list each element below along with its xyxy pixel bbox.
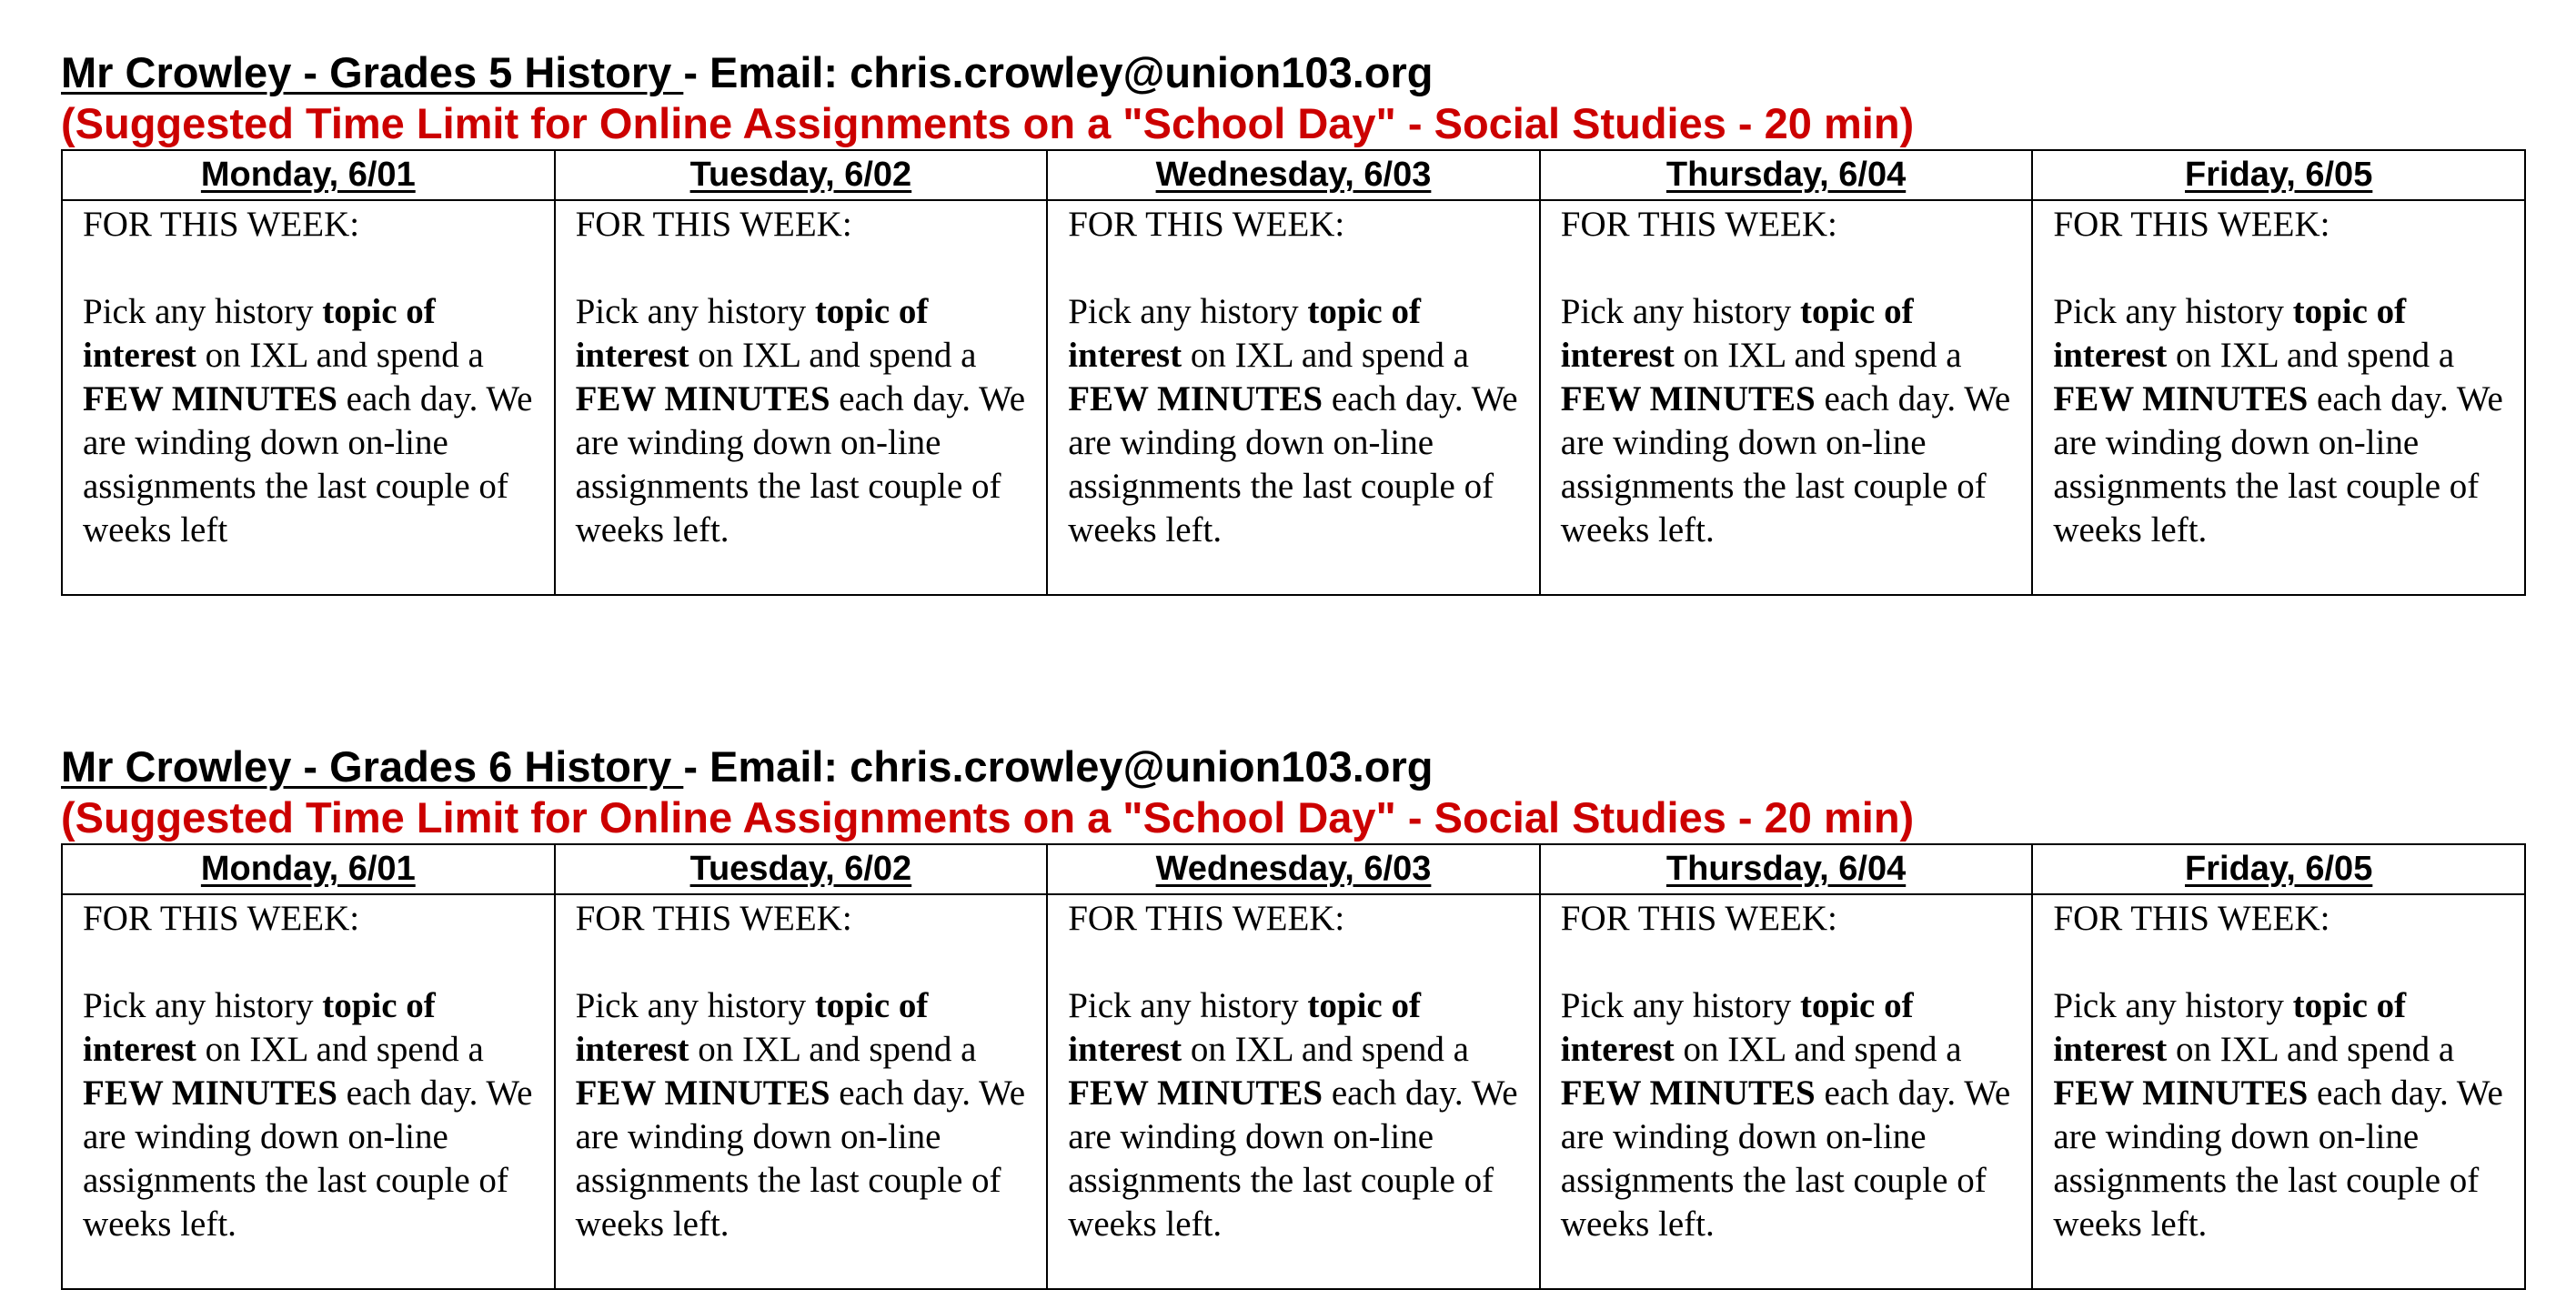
teacher-course-title: Mr Crowley - Grades 5 History <box>61 48 684 96</box>
assignment-cell-wednesday <box>1047 200 1540 595</box>
day-header-thursday: Thursday, 6/04 <box>1540 844 2033 894</box>
day-header-row <box>62 150 2525 200</box>
body-text: Pick any history <box>575 292 815 331</box>
teacher-email: - Email: chris.crowley@union103.org <box>683 742 1434 791</box>
cell-body <box>2053 984 2517 1246</box>
body-text: each day. We are winding down on-line assignments the last couple of weeks left. <box>1560 1073 2011 1244</box>
body-text: each day. We are winding down on-line assignments the last couple of weeks left. <box>1560 379 2011 549</box>
body-bold-topic: topic of interest <box>2053 986 2407 1069</box>
cell-intro: FOR THIS WEEK: <box>1068 899 1345 938</box>
body-bold-few-minutes: FEW MINUTES <box>2053 379 2309 418</box>
body-text: on IXL and spend a <box>1182 1030 1469 1069</box>
grade-6-section <box>61 741 2526 1290</box>
cell-body <box>83 290 547 552</box>
cell-intro: FOR THIS WEEK: <box>83 899 360 938</box>
body-text: Pick any history <box>575 986 815 1025</box>
body-text: Pick any history <box>83 292 323 331</box>
body-bold-topic: topic of interest <box>2053 292 2407 375</box>
day-header-thursday: Thursday, 6/04 <box>1540 150 2033 200</box>
body-text: on IXL and spend a <box>1674 1030 1962 1069</box>
body-bold-few-minutes: FEW MINUTES <box>83 379 337 418</box>
weekly-schedule-table <box>61 149 2526 596</box>
assignment-cell-wednesday <box>1047 894 1540 1289</box>
day-header-wednesday: Wednesday, 6/03 <box>1047 844 1540 894</box>
time-limit-note: (Suggested Time Limit for Online Assignments on a "School Day" - Social Studies - 20 min) <box>61 793 1915 842</box>
body-text: each day. We are winding down on-line assignments the last couple of weeks left. <box>83 1073 533 1244</box>
body-text: on IXL and spend a <box>689 1030 977 1069</box>
section-heading <box>61 47 2526 98</box>
body-bold-few-minutes: FEW MINUTES <box>575 379 830 418</box>
cell-body <box>83 984 547 1246</box>
body-bold-few-minutes: FEW MINUTES <box>1068 379 1323 418</box>
day-header-row <box>62 844 2525 894</box>
section-heading <box>61 741 2526 792</box>
cell-intro: FOR THIS WEEK: <box>1560 899 1837 938</box>
body-text: on IXL and spend a <box>1674 336 1962 375</box>
assignment-cell-thursday <box>1540 200 2033 595</box>
body-text: each day. We are winding down on-line assignments the last couple of weeks left. <box>2053 379 2503 549</box>
teacher-course-title: Mr Crowley - Grades 6 History <box>61 742 684 791</box>
body-bold-topic: topic of interest <box>1068 986 1421 1069</box>
body-text: on IXL and spend a <box>196 336 484 375</box>
body-text: Pick any history <box>1068 986 1308 1025</box>
body-bold-topic: topic of interest <box>83 986 436 1069</box>
cell-body <box>1068 984 1532 1246</box>
body-bold-few-minutes: FEW MINUTES <box>575 1073 830 1113</box>
body-text: each day. We are winding down on-line assignments the last couple of weeks left. <box>1068 1073 1518 1244</box>
cell-intro: FOR THIS WEEK: <box>2053 205 2330 244</box>
body-bold-few-minutes: FEW MINUTES <box>1560 1073 1816 1113</box>
day-header-tuesday: Tuesday, 6/02 <box>555 150 1048 200</box>
cell-intro: FOR THIS WEEK: <box>2053 899 2330 938</box>
time-limit-note: (Suggested Time Limit for Online Assignments on a "School Day" - Social Studies - 20 min) <box>61 99 1915 147</box>
body-text: each day. We are winding down on-line assignments the last couple of weeks left <box>83 379 533 549</box>
cell-intro: FOR THIS WEEK: <box>1068 205 1345 244</box>
cell-body <box>1068 290 1532 552</box>
day-header-wednesday: Wednesday, 6/03 <box>1047 150 1540 200</box>
body-text: Pick any history <box>2053 986 2293 1025</box>
body-bold-few-minutes: FEW MINUTES <box>1068 1073 1323 1113</box>
day-header-monday: Monday, 6/01 <box>62 150 555 200</box>
body-text: Pick any history <box>83 986 323 1025</box>
day-header-friday: Friday, 6/05 <box>2032 150 2525 200</box>
body-text: each day. We are winding down on-line assignments the last couple of weeks left. <box>575 1073 1026 1244</box>
body-text: each day. We are winding down on-line assignments the last couple of weeks left. <box>1068 379 1518 549</box>
body-text: Pick any history <box>1068 292 1308 331</box>
body-text: on IXL and spend a <box>689 336 977 375</box>
body-bold-topic: topic of interest <box>1560 986 1914 1069</box>
body-text: Pick any history <box>2053 292 2293 331</box>
day-header-friday: Friday, 6/05 <box>2032 844 2525 894</box>
body-bold-few-minutes: FEW MINUTES <box>2053 1073 2309 1113</box>
body-text: each day. We are winding down on-line assignments the last couple of weeks left. <box>575 379 1026 549</box>
body-text: on IXL and spend a <box>2167 336 2455 375</box>
assignment-cell-tuesday <box>555 200 1048 595</box>
body-bold-few-minutes: FEW MINUTES <box>83 1073 337 1113</box>
body-text: on IXL and spend a <box>2167 1030 2455 1069</box>
body-bold-topic: topic of interest <box>575 986 929 1069</box>
body-text: on IXL and spend a <box>196 1030 484 1069</box>
body-bold-topic: topic of interest <box>1068 292 1421 375</box>
teacher-email: - Email: chris.crowley@union103.org <box>683 48 1434 96</box>
cell-body <box>576 984 1040 1246</box>
body-bold-few-minutes: FEW MINUTES <box>1560 379 1816 418</box>
body-text: Pick any history <box>1560 986 1801 1025</box>
day-header-tuesday: Tuesday, 6/02 <box>555 844 1048 894</box>
body-text: Pick any history <box>1560 292 1801 331</box>
body-text: on IXL and spend a <box>1182 336 1469 375</box>
weekly-schedule-table <box>61 843 2526 1290</box>
cell-body <box>1561 290 2025 552</box>
cell-body <box>576 290 1040 552</box>
assignment-row <box>62 894 2525 1289</box>
cell-body <box>2053 290 2517 552</box>
assignment-cell-friday <box>2032 894 2525 1289</box>
body-bold-topic: topic of interest <box>83 292 436 375</box>
assignment-cell-thursday <box>1540 894 2033 1289</box>
cell-intro: FOR THIS WEEK: <box>1560 205 1837 244</box>
assignment-row <box>62 200 2525 595</box>
assignment-cell-monday <box>62 200 555 595</box>
body-text: each day. We are winding down on-line assignments the last couple of weeks left. <box>2053 1073 2503 1244</box>
cell-intro: FOR THIS WEEK: <box>575 205 852 244</box>
cell-intro: FOR THIS WEEK: <box>83 205 360 244</box>
grade-5-section <box>61 47 2526 596</box>
assignment-cell-friday <box>2032 200 2525 595</box>
body-bold-topic: topic of interest <box>1560 292 1914 375</box>
assignment-cell-monday <box>62 894 555 1289</box>
cell-body <box>1561 984 2025 1246</box>
body-bold-topic: topic of interest <box>575 292 929 375</box>
assignment-cell-tuesday <box>555 894 1048 1289</box>
day-header-monday: Monday, 6/01 <box>62 844 555 894</box>
cell-intro: FOR THIS WEEK: <box>575 899 852 938</box>
